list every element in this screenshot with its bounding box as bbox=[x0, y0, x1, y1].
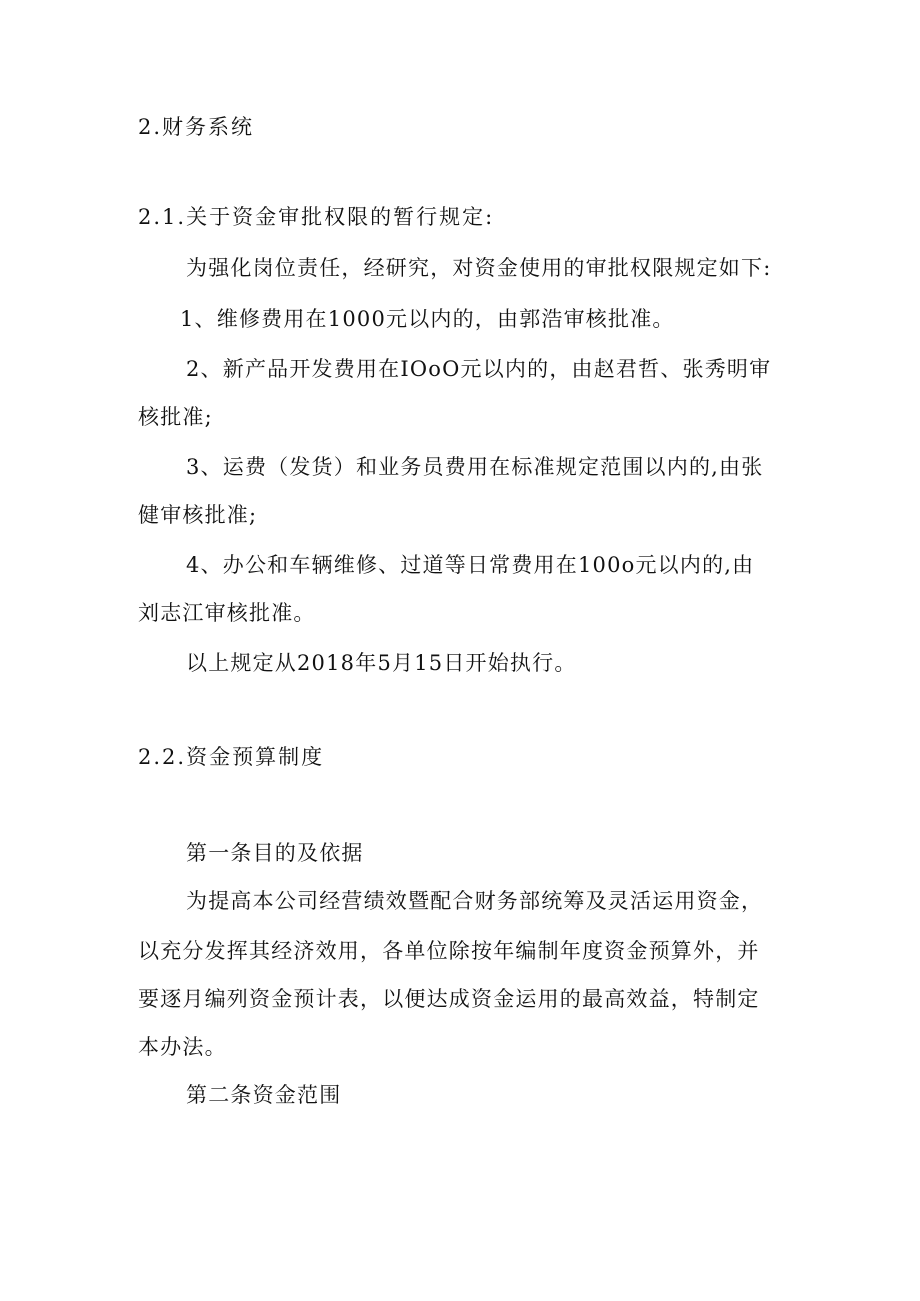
paragraph-effective-date: 以上规定从2018年5月15日开始执行。 bbox=[186, 651, 577, 675]
list-item-3-line-2: 健审核批准; bbox=[138, 503, 258, 527]
paragraph-intro: 为强化岗位责任，经研究，对资金使用的审批权限规定如下: bbox=[186, 256, 772, 280]
section-heading-fund-budget: 2.2.资金预算制度 bbox=[138, 745, 325, 769]
article-1-title: 第一条目的及依据 bbox=[186, 841, 364, 865]
list-item-3-line-1: 3、运费（发货）和业务员费用在标准规定范围以内的,由张 bbox=[186, 455, 764, 479]
article-1-line-1: 为提高本公司经营绩效暨配合财务部统筹及灵活运用资金， bbox=[186, 889, 764, 913]
article-1-line-2: 以充分发挥其经济效用，各单位除按年编制年度资金预算外，并 bbox=[138, 939, 760, 963]
list-item-1: 1、维修费用在1000元以内的，由郭浩审核批准。 bbox=[180, 307, 675, 331]
list-item-4-line-2: 刘志江审核批准。 bbox=[138, 601, 316, 625]
article-1-line-3: 要逐月编列资金预计表，以便达成资金运用的最高效益，特制定 bbox=[138, 987, 760, 1011]
section-heading-financial-system: 2.财务系统 bbox=[138, 115, 255, 139]
list-item-4-line-1: 4、办公和车辆维修、过道等日常费用在100o元以内的,由 bbox=[186, 553, 755, 577]
article-2-title: 第二条资金范围 bbox=[186, 1083, 342, 1107]
list-item-2-line-1: 2、新产品开发费用在IOoO元以内的，由赵君哲、张秀明审 bbox=[186, 357, 772, 381]
list-item-2-line-2: 核批准; bbox=[138, 405, 213, 429]
section-heading-fund-approval: 2.1.关于资金审批权限的暂行规定: bbox=[138, 205, 495, 229]
article-1-line-4: 本办法。 bbox=[138, 1035, 227, 1059]
